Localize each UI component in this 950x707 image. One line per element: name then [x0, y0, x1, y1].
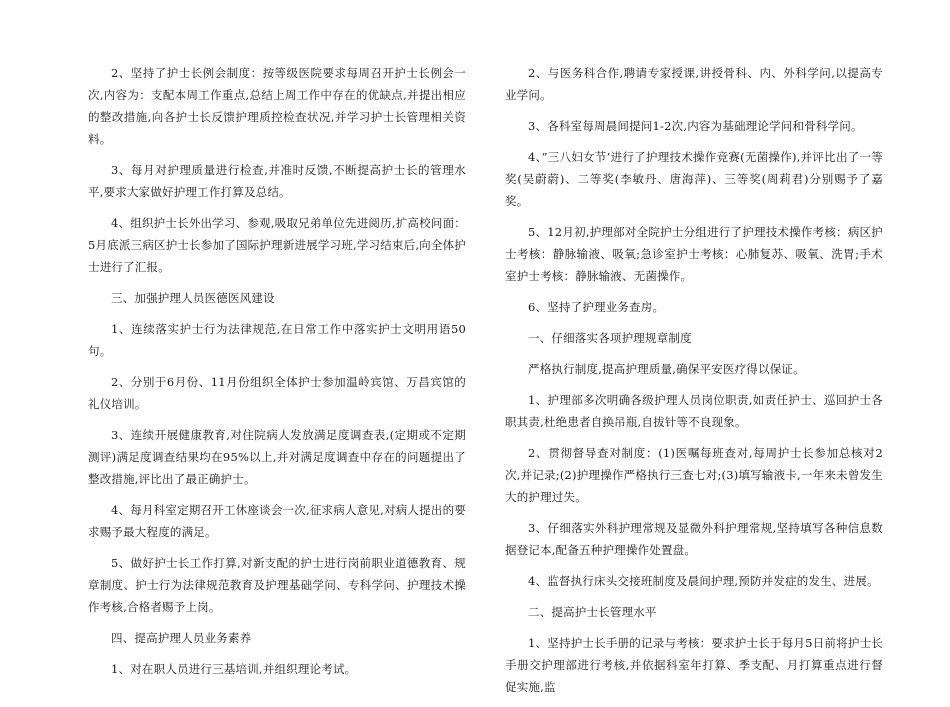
paragraph: 2、分别于6月份、11月份组织全体护士参加温岭宾馆、万昌宾馆的礼仪培训。 [88, 375, 466, 411]
right-column [505, 62, 883, 707]
section-heading: 三、加强护理人员医德医风建设 [111, 291, 275, 305]
paragraph: 4、组织护士长外出学习、参观,吸取兄弟单位先进阅历,扩高校问面：5月底派三病区护士长参加了国际护理新进展学习班,学习结束后,向全体护士进行了汇报。 [88, 216, 466, 274]
paragraph: 3、仔细落实外科护理常规及显微外科护理常规,坚持填写各种信息数据登记本,配备五种护理操作处置盘。 [505, 521, 883, 557]
paragraph: 3、连续开展健康教育,对住院病人发放满足度调查表,(定期或不定期测评)满足度调查结果均在95%以上,并对满足度调查中存在的问题提出了整改措施,评比出了最正确护士。 [88, 428, 466, 486]
paragraph: 4、”三八妇女节’进行了护理技术操作竞赛(无菌操作),并评比出了一等奖(吴蔚蔚)、二等奖(李敏丹、唐海萍)、三等奖(周莉君)分别赐予了嘉奖。 [505, 150, 883, 208]
paragraph: 6、坚持了护理业务查房。 [528, 300, 665, 314]
paragraph: 2、贯彻督导查对制度：(1)医嘱每班查对,每周护士长参加总核对2次,并记录;(2)护理操作严格执行三查七对;(3)填写输液卡,一年来未曾发生大的护理过失。 [505, 446, 883, 504]
paragraph: 4、监督执行床头交接班制度及晨间护理,预防并发症的发生、进展。 [528, 574, 879, 588]
paragraph: 2、坚持了护士长例会制度：按等级医院要求每周召开护士长例会一次,内容为：支配本周工作重点,总结上周工作中存在的优缺点,并提出相应的整改措施,向各护士长反馈护理质控检查状况,并学习护士长管理相关资料。 [88, 66, 466, 146]
section-heading: 二、提高护士长管理水平 [528, 605, 657, 619]
paragraph: 2、与医务科合作,聘请专家授课,讲授骨科、内、外科学问,以提高专业学问。 [505, 66, 883, 102]
paragraph: 3、每月对护理质量进行检查,并准时反馈,不断提高护士长的管理水平,要求大家做好护理工作打算及总结。 [88, 163, 466, 199]
section-heading: 一、仔细落实各项护理规章制度 [528, 331, 692, 345]
paragraph: 1、连续落实护士行为法律规范,在日常工作中落实护士文明用语50句。 [88, 322, 466, 358]
section-heading: 四、提高护理人员业务素养 [111, 631, 252, 645]
paragraph: 严格执行制度,提高护理质量,确保平安医疗得以保证。 [528, 362, 805, 376]
paragraph: 1、坚持护士长手册的记录与考核：要求护士长于每月5日前将护士长手册交护理部进行考核,并依据科室年打算、季支配、月打算重点进行督促实施,监 [505, 636, 883, 694]
paragraph: 1、护理部多次明确各级护理人员岗位职责,如责任护士、巡回护士各职其责,杜绝患者自换吊瓶,自拔针等不良现象。 [505, 393, 883, 429]
paragraph: 5、12月初,护理部对全院护士分组进行了护理技术操作考核：病区护士考核：静脉输液、吸氧;急诊室护士考核：心肺复苏、吸氧、洗胃;手术室护士考核：静脉输液、无菌操作。 [505, 225, 883, 283]
left-column [88, 62, 466, 689]
paragraph: 1、对在职人员进行三基培训,并组织理论考试。 [111, 662, 357, 676]
paragraph: 3、各科室每周晨间提问1-2次,内容为基础理论学问和骨科学问。 [528, 119, 863, 133]
paragraph: 4、每月科室定期召开工休座谈会一次,征求病人意见,对病人提出的要求赐予最大程度的满足。 [88, 503, 466, 539]
paragraph: 5、做好护士长工作打算,对新支配的护士进行岗前职业道德教育、规章制度、护士行为法律规范教育及护理基础学问、专科学问、护理技术操作考核,合格者赐予上岗。 [88, 556, 466, 614]
